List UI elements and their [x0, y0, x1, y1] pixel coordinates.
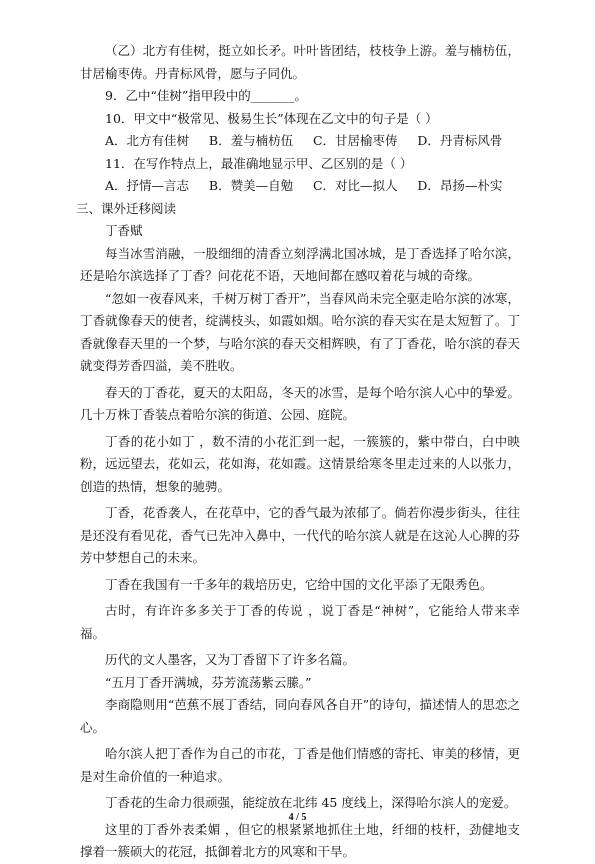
section-heading: 三、课外迁移阅读 — [76, 200, 177, 216]
essay-paragraph: “五月丁香开满城，芬芳流荡紫云縢。” — [105, 674, 312, 690]
question-10-options: A．北方有佳树 B．羞与楠枋伍 C．甘居榆枣俦 D．丹青标风骨 — [105, 133, 503, 148]
essay-paragraph: 这里的丁香外表柔媚 ，但它的根紧紧地抓住土地，纤细的枝杆，劲健地支撑着一簇硕大的花冠，抵御着北方的风寒和干旱。 — [80, 821, 520, 859]
question-9: 9．乙中“佳树”指甲段中的_______。 — [105, 88, 307, 103]
question-11: 11．在写作特点上，最准确地显示甲、乙区别的是（ ） — [105, 155, 413, 171]
page-content — [76, 40, 520, 864]
question-11-options: A．抒情—言志 B．赞美—自勉 C．对比—拟人 D．昂扬—朴实 — [105, 178, 503, 193]
essay-paragraph: 丁香花的生命力很顽强，能绽放在北纬 45 度线上，深得哈尔滨人的宠爱。 — [105, 795, 517, 810]
essay-paragraph: 古时，有许许多多关于丁香的传说 ，说丁香是“神树”，它能给人带来幸福。 — [80, 603, 520, 641]
essay-paragraph: 丁香，花香袭人，在花草中，它的香气最为浓郁了。倘若你漫步街头，往往是还没有看见花，香气已先冲入鼻中，一代代的哈尔滨人就是在这沁人心脾的芬芳中梦想自己的未来。 — [80, 505, 520, 565]
essay-paragraph: 丁香的花小如丁 ，数不清的小花汇到一起，一簇簇的，紫中带白，白中映粉，远远望去，花如云，花如海，花如霞。这情景给寒冬里走过来的人以张力，创造的热情，想象的驰骋。 — [80, 433, 520, 494]
page-number: 4 / 5 — [288, 812, 307, 823]
passage-yi: （乙）北方有佳树，挺立如长矛。叶叶皆团结，枝枝争上游。羞与楠枋伍，甘居榆枣俦。丹青标风骨，愿与子同仇。 — [80, 43, 520, 81]
essay-paragraph: 历代的文人墨客，又为丁香留下了许多名篇。 — [105, 652, 356, 667]
essay-paragraph: 李商隐则用“芭蕉不展丁香结，同向春风各自开”的诗句，描述情人的思恋之心。 — [80, 697, 520, 735]
question-10: 10．甲文中“极常见、极易生长”体现在乙文中的句子是（ ） — [105, 110, 438, 126]
essay-paragraph: 每当冰雪消融，一股细细的清香立刻浮满北国冰城，是丁香选择了哈尔滨，还是哈尔滨选择了丁香？问花花不语，天地间都在感叹着花与城的奇缘。 — [80, 245, 520, 283]
essay-title: 丁香赋 — [105, 223, 143, 238]
essay-paragraph: 丁香在我国有一千多年的栽培历史，它给中国的文化平添了无限秀色。 — [105, 576, 493, 592]
essay-paragraph: “忽如一夜春风来，千树万树丁香开”，当春风尚未完全驱走哈尔滨的冰寒，丁香就像春天的使者，绽满枝头，如霞如烟。哈尔滨的春天实在是太短暂了。丁香就像春天里的一个梦，与哈尔滨的春天交相辉映，有了丁香花，哈尔滨的春天就变得芳香四溢，美不胜收。 — [80, 290, 520, 373]
essay-paragraph: 春天的丁香花，夏天的太阳岛，冬天的冰雪，是每个哈尔滨人心中的挚爱。几十万株丁香装点着哈尔滨的街道、公园、庭院。 — [80, 384, 520, 422]
essay-paragraph: 哈尔滨人把丁香作为自己的市花，丁香是他们情感的寄托、审美的移情，更是对生命价值的一种追求。 — [80, 746, 520, 784]
